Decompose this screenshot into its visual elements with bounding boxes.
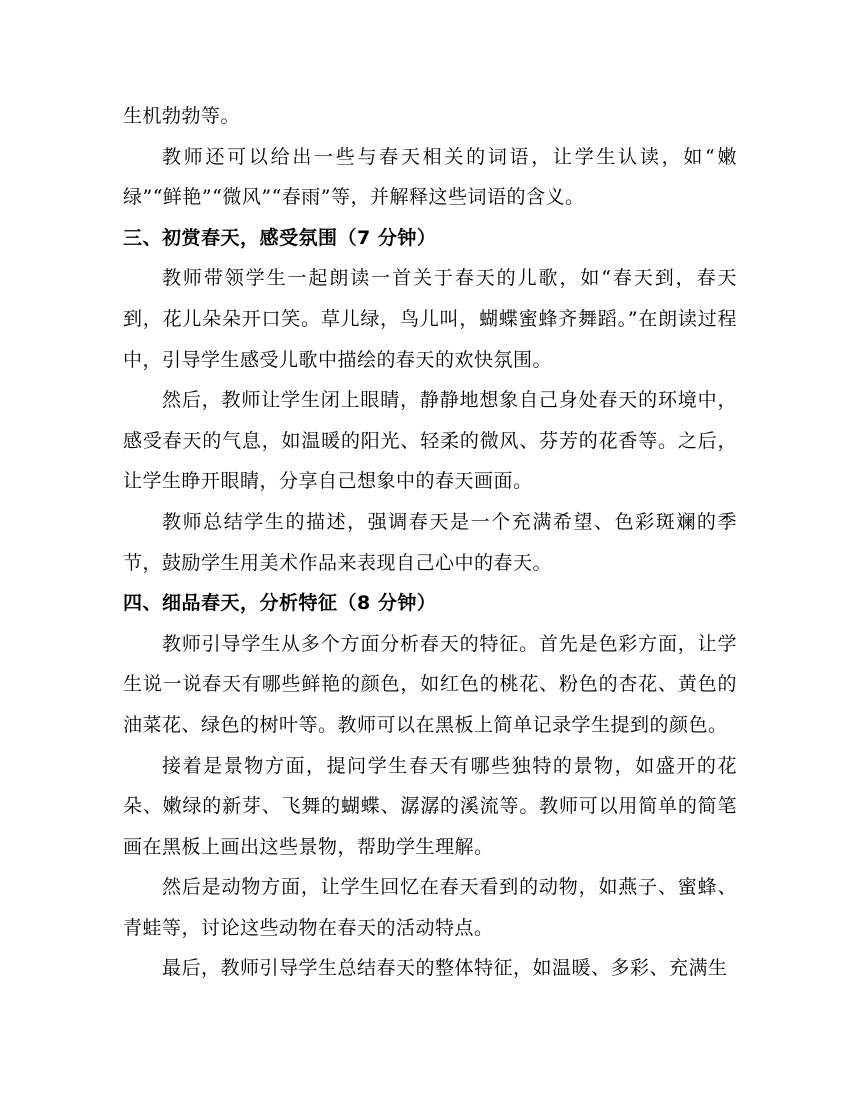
paragraph-continuation: 生机勃勃等。	[123, 105, 241, 127]
paragraph-scenery: 接着是景物方面，提问学生春天有哪些独特的景物，如盛开的花朵、嫩绿的新芽、飞舞的蝴蝶、潺潺的溪流等。教师可以用简单的简笔画在黑板上画出这些景物，帮助学生理解。	[123, 754, 737, 858]
paragraph-summary: 教师总结学生的描述，强调春天是一个充满希望、色彩斑斓的季节，鼓励学生用美术作品来表现自己心中的春天。	[123, 510, 737, 574]
paragraph-imagine: 然后，教师让学生闭上眼睛，静静地想象自己身处春天的环境中，感受春天的气息，如温暖的阳光、轻柔的微风、芬芳的花香等。之后，让学生睁开眼睛，分享自己想象中的春天画面。	[123, 389, 737, 493]
paragraph-animals: 然后是动物方面，让学生回忆在春天看到的动物，如燕子、蜜蜂、青蛙等，讨论这些动物在春天的活动特点。	[123, 876, 737, 939]
paragraph-final: 最后，教师引导学生总结春天的整体特征，如温暖、多彩、充满生	[162, 957, 728, 980]
paragraph-colors: 教师引导学生从多个方面分析春天的特征。首先是色彩方面，让学生说一说春天有哪些鲜艳的颜色，如红色的桃花、粉色的杏花、黄色的油菜花、绿色的树叶等。教师可以在黑板上简单记录学生提到的颜色。	[123, 632, 737, 736]
paragraph-nursery-rhyme: 教师带领学生一起朗读一首关于春天的儿歌，如“春天到，春天到，花儿朵朵开口笑。草儿绿，鸟儿叫，蝴蝶蜜蜂齐舞蹈。”在朗读过程中，引导学生感受儿歌中描绘的春天的欢快氛围。	[123, 267, 737, 371]
paragraph-vocabulary: 教师还可以给出一些与春天相关的词语，让学生认读，如“嫩绿”“鲜艳”“微风”“春雨”等，并解释这些词语的含义。	[123, 145, 737, 209]
section-heading-4: 四、细品春天，分析特征（8 分钟）	[123, 592, 437, 615]
section-heading-3: 三、初赏春天，感受氛围（7 分钟）	[123, 226, 437, 249]
document-body	[123, 96, 737, 989]
